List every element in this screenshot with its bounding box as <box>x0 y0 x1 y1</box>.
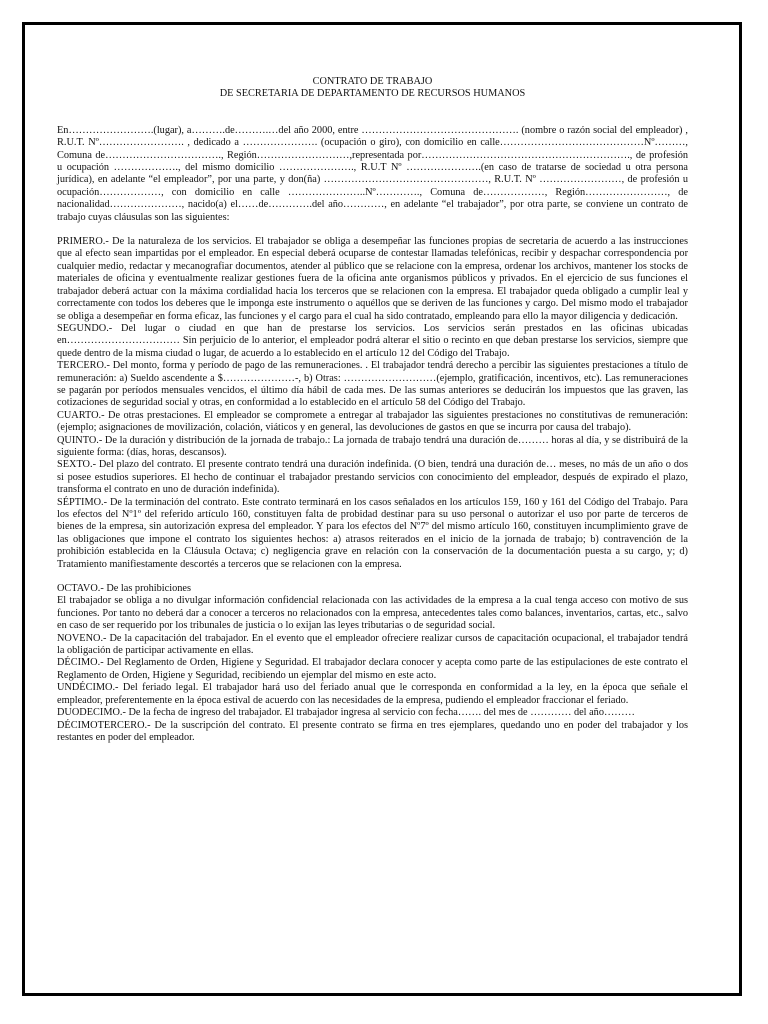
clause-septimo: SÉPTIMO.- De la terminación del contrato. Este contrato terminará en los casos señalados en los artículos 159, 160 y 161 del Código del Trabajo. Para los efectos del Nº1º del referido artículo 160, constituyen falta de probidad destinar para su uso personal o autorizar el uso por parte de terceros de bienes de la empresa, sin autorización expresa del empleador. Y para los efectos del Nº7º del mismo artículo 160, constituyen incumplimiento grave de las obligaciones que impone el contrato los siguientes hechos: a) atrasos reiterados en el inicio de la jornada de trabajo; b) contravención de la prohibición establecida en la Cláusula Octava; c) negligencia grave en relación con la conservación de la documentación puesta a su cargo, y; d) Tratamiento manifiestamente descortés a terceros que se relacionen con la empresa. <box>57 496 688 570</box>
spacer <box>57 224 688 236</box>
spacer <box>57 571 688 583</box>
clause-cuarto: CUARTO.- De otras prestaciones. El empleador se compromete a entregar al trabajador las siguientes prestaciones no constitutivas de remuneración: (ejemplo; asignaciones de movilización, colación, viáticos y en general, las devoluciones de gastos en que se incurra por causa del trabajo). <box>57 409 688 434</box>
contract-document <box>57 54 688 744</box>
clause-tercero: TERCERO.- Del monto, forma y período de pago de las remuneraciones. . El trabajador tendrá derecho a percibir las siguientes prestaciones a título de remuneración: a) Sueldo ascendente a $…………………-, b) Otras: ………………………(ejemplo, gratificación, incentivos, etc). Las remuneraciones se pagarán por períodos mensuales vencidos, el último día hábil de cada mes. De las sumas anteriores se deducirán los impuestos que las graven, las cotizaciones de seguridad social y otras, en conformidad a lo establecido en el artículo 58 del Código del Trabajo. <box>57 360 688 409</box>
intro-paragraph: En…………………….(lugar), a……….de……….…del año 2000, entre ………………………………………. (nombre o razón social del empleador) , R.U.T. Nº……………………. , dedicado a …………………. (ocupación o giro), con domicilio en calle……………………………………Nº………, Comuna de……………………………., Región………………………,representada por……………………………………………………., de profesión u ocupación ………………., del mismo domicilio …………………., R.U.T Nº ………………….(en caso de tratarse de sociedad u otra persona jurídica), en adelante “el empleador”, por una parte, y don(ña) …………………………………………, R.U.T. Nº ……………………, de profesión u ocupación………………, con domicilio en calle …………………..Nº…………., Comuna de………………, Región……………………, de nacionalidad…………………, nacido(a) el……de………….del año…………, en adelante “el trabajador”, por otra parte, se conviene un contrato de trabajo cuyas cláusulas son las siguientes: <box>57 124 688 223</box>
clause-duodecimo: DUODECIMO.- De la fecha de ingreso del trabajador. El trabajador ingresa al servicio con fecha……. del mes de ………… del año……… <box>57 707 635 719</box>
clause-undecimo: UNDÉCIMO.- Del feriado legal. El trabajador hará uso del feriado anual que le corresponda en conformidad a la ley, en la época que señale el empleador, preferentemente en la época estival de acuerdo con las necesidades de la empresa, pudiendo el empleador fraccionar el feriado. <box>57 682 688 706</box>
clause-primero: PRIMERO.- De la naturaleza de los servicios. El trabajador se obliga a desempeñar las funciones propias de secretaria de acuerdo a las instrucciones que al efecto sean impartidas por el empleador. En especial deberá ocuparse de contestar llamadas telefónicas, recibir y despachar correspondencia por cualquier medio, redactar y mecanografiar documentos, atender al público que se relacione con la empresa, ordenar los archivos, mantener los stocks de materiales de oficina y eventualmente realizar gestiones fuera de la oficina ante organismos públicos y privados. En el ejercicio de sus funciones el trabajador deberá actuar con la máxima cordialidad hacia los terceros que se relacionen con la empresa. El trabajador queda obligado a cumplir leal y correctamente con todos los deberes que le imponga este instrumento o aquéllos que se deriven de las funciones y cargo. Del mismo modo el trabajador se obliga a desempeñar en forma eficaz, las funciones y el cargo para el cual ha sido contratado, empleando para ello la mayor diligencia y dedicación. <box>57 236 688 322</box>
clause-octavo-heading: OCTAVO.- De las prohibiciones <box>57 583 191 595</box>
clause-sexto: SEXTO.- Del plazo del contrato. El presente contrato tendrá una duración indefinida. (O bien, tendrá una duración de… meses, no más de un año o dos si posee estudios superiores. El hecho de continuar el trabajador prestando servicios con conocimiento del empleador, después de expirado el plazo, transforma el contrato en uno de duración indefinida). <box>57 459 688 496</box>
title-line-2: DE SECRETARIA DE DEPARTAMENTO DE RECURSOS HUMANOS <box>219 88 526 100</box>
clause-noveno: NOVENO.- De la capacitación del trabajador. En el evento que el empleador ofreciere realizar cursos de capacitación ocupacional, el trabajador tendrá la obligación de participar activamente en ellas. <box>57 632 688 657</box>
title-line-1: CONTRATO DE TRABAJO <box>312 76 433 87</box>
clause-octavo-body: El trabajador se obliga a no divulgar información confidencial relacionada con las actividades de la empresa a la cual tenga acceso con motivo de sus funciones. Por tanto no deberá dar a conocer a terceros no relacionados con la empresa, antecedentes tales como balances, inventarios, cartas, etc., salvo en caso de ser requerido por los tribunales de justicia o lo exijan las leyes tributarias o de seguridad social. <box>57 595 688 632</box>
clause-decimo: DÉCIMO.- Del Reglamento de Orden, Higiene y Seguridad. El trabajador declara conocer y acepta como parte de las estipulaciones de este contrato el Reglamento de Orden, Higiene y Seguridad, recibiendo un ejemplar del mismo en este acto. <box>57 657 688 681</box>
clause-segundo: SEGUNDO.- Del lugar o ciudad en que han de prestarse los servicios. Los servicios serán prestados en las oficinas ubicadas en…………………………… Sin perjuicio de lo anterior, el empleador podrá alterar el sitio o recinto en que deban prestarse los servicios, siempre que quede dentro de la misma ciudad o lugar, de acuerdo a lo establecido en el artículo 12 del Código del Trabajo. <box>57 322 688 359</box>
clause-decimotercero: DÉCIMOTERCERO.- De la suscripción del contrato. El presente contrato se firma en tres ejemplares, quedando uno en poder del trabajador y los restantes en poder del empleador. <box>57 719 688 743</box>
clause-quinto: QUINTO.- De la duración y distribución de la jornada de trabajo.: La jornada de trabajo tendrá una duración de……… horas al día, y se distribuirá de la siguiente forma: (días, horas, descansos). <box>57 434 688 458</box>
